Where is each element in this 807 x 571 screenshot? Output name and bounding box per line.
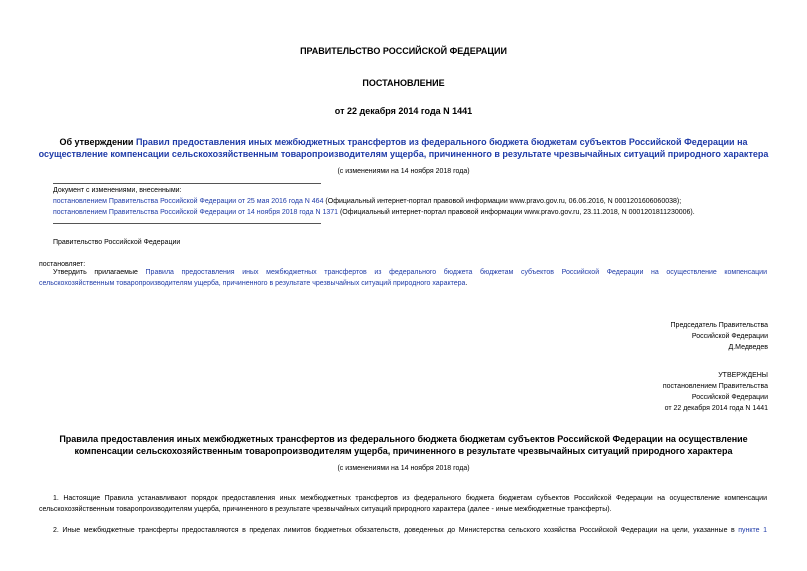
rules-paragraph-1 [39, 493, 767, 515]
resolves-line: постановляет: [39, 261, 86, 268]
approve-paragraph [39, 267, 767, 289]
document-title [0, 136, 807, 160]
approve-suffix: . [465, 280, 468, 287]
changes-bottom-divider [53, 223, 321, 224]
government-heading: ПРАВИТЕЛЬСТВО РОССИЙСКОЙ ФЕДЕРАЦИИ [300, 46, 507, 56]
signature-block [671, 320, 768, 353]
government-line: Правительство Российской Федерации [53, 239, 181, 246]
document-type-heading: ПОСТАНОВЛЕНИЕ [362, 78, 445, 88]
paragraph-1-line-1: 1. Настоящие Правила устанавливают порядок предоставления иных межбюджетных трансфертов из федерального бюджета бюджетам субъектов Российской Федерации на осуществление компенсации [53, 495, 767, 502]
changes-block [53, 185, 793, 218]
rules-heading [0, 433, 807, 457]
rules-heading-line-1: Правила предоставления иных межбюджетных трансфертов из федерального бюджета бюджетам субъектов Российской Федерации на осуществление [59, 434, 748, 444]
paragraph-1-line-2: сельскохозяйственным товаропроизводителям ущерба, причиненного в результате чрезвычайных ситуаций природного характера (далее - иные межбюджетные трансферты). [39, 506, 612, 513]
approved-country: Российской Федерации [691, 394, 768, 401]
title-amendments-note: (с изменениями на 14 ноября 2018 года) [337, 168, 470, 175]
approve-rules-link-continued[interactable]: сельскохозяйственным товаропроизводителям ущерба, причиненного в результате чрезвычайных ситуаций природного характера [39, 280, 466, 287]
signature-country: Российской Федерации [691, 333, 768, 340]
change-2-link[interactable]: постановлением Правительства Российской Федерации от 14 ноября 2018 года N 1371 [53, 209, 339, 216]
approve-line-2 [39, 278, 767, 289]
change-1-source: (Официальный интернет-портал правовой информации www.pravo.gov.ru, 06.06.2016, N 0001201606060038); [323, 198, 682, 205]
title-prefix: Об утверждении [59, 137, 136, 147]
changes-top-divider [53, 183, 321, 184]
change-2-source: (Официальный интернет-портал правовой информации www.pravo.gov.ru, 23.11.2018, N 0001201811230006). [338, 209, 695, 216]
change-1-link[interactable]: постановлением Правительства Российской Федерации от 25 мая 2016 года N 464 [53, 198, 324, 205]
rules-title-link-continued[interactable]: осуществление компенсации сельскохозяйственным товаропроизводителям ущерба, причиненного в результате чрезвычайных ситуаций природного характера [38, 149, 769, 159]
rules-heading-line-2: компенсации сельскохозяйственным товаропроизводителям ущерба, причиненного в результате чрезвычайных ситуаций природного характера [74, 446, 733, 456]
changes-intro: Документ с изменениями, внесенными: [53, 187, 182, 194]
rules-paragraph-2 [39, 525, 767, 536]
approved-by: постановлением Правительства [662, 383, 768, 390]
change-item-2 [53, 207, 793, 218]
approve-prefix: Утвердить прилагаемые [53, 269, 146, 276]
signature-name: Д.Медведев [728, 344, 768, 351]
paragraph-2-line-1 [39, 525, 767, 536]
rules-title-link[interactable]: Правил предоставления иных межбюджетных трансфертов из федерального бюджета бюджетам субъектов Российской Федерации на [135, 137, 748, 147]
document-date-number: от 22 декабря 2014 года N 1441 [334, 106, 473, 116]
point-1-link[interactable]: пункте 1 [738, 527, 767, 534]
rules-amendments-note: (с изменениями на 14 ноября 2018 года) [337, 465, 470, 472]
approved-heading: УТВЕРЖДЕНЫ [718, 372, 768, 379]
signature-position: Председатель Правительства [670, 322, 768, 329]
approved-date-number: от 22 декабря 2014 года N 1441 [664, 405, 768, 412]
paragraph-2-text: 2. Иные межбюджетные трансферты предоставляются в пределах лимитов бюджетных обязательств, доведенных до Министерства сельского хозяйства Российской Федерации на цели, указанные в [53, 527, 739, 534]
title-line-1 [0, 136, 807, 148]
approve-rules-link[interactable]: Правила предоставления иных межбюджетных трансфертов из федерального бюджета бюджетам субъектов Российской Федерации на осуществление компенсации [145, 269, 768, 276]
approve-line-1 [39, 267, 767, 278]
change-item-1 [53, 196, 793, 207]
approved-block [663, 370, 768, 414]
